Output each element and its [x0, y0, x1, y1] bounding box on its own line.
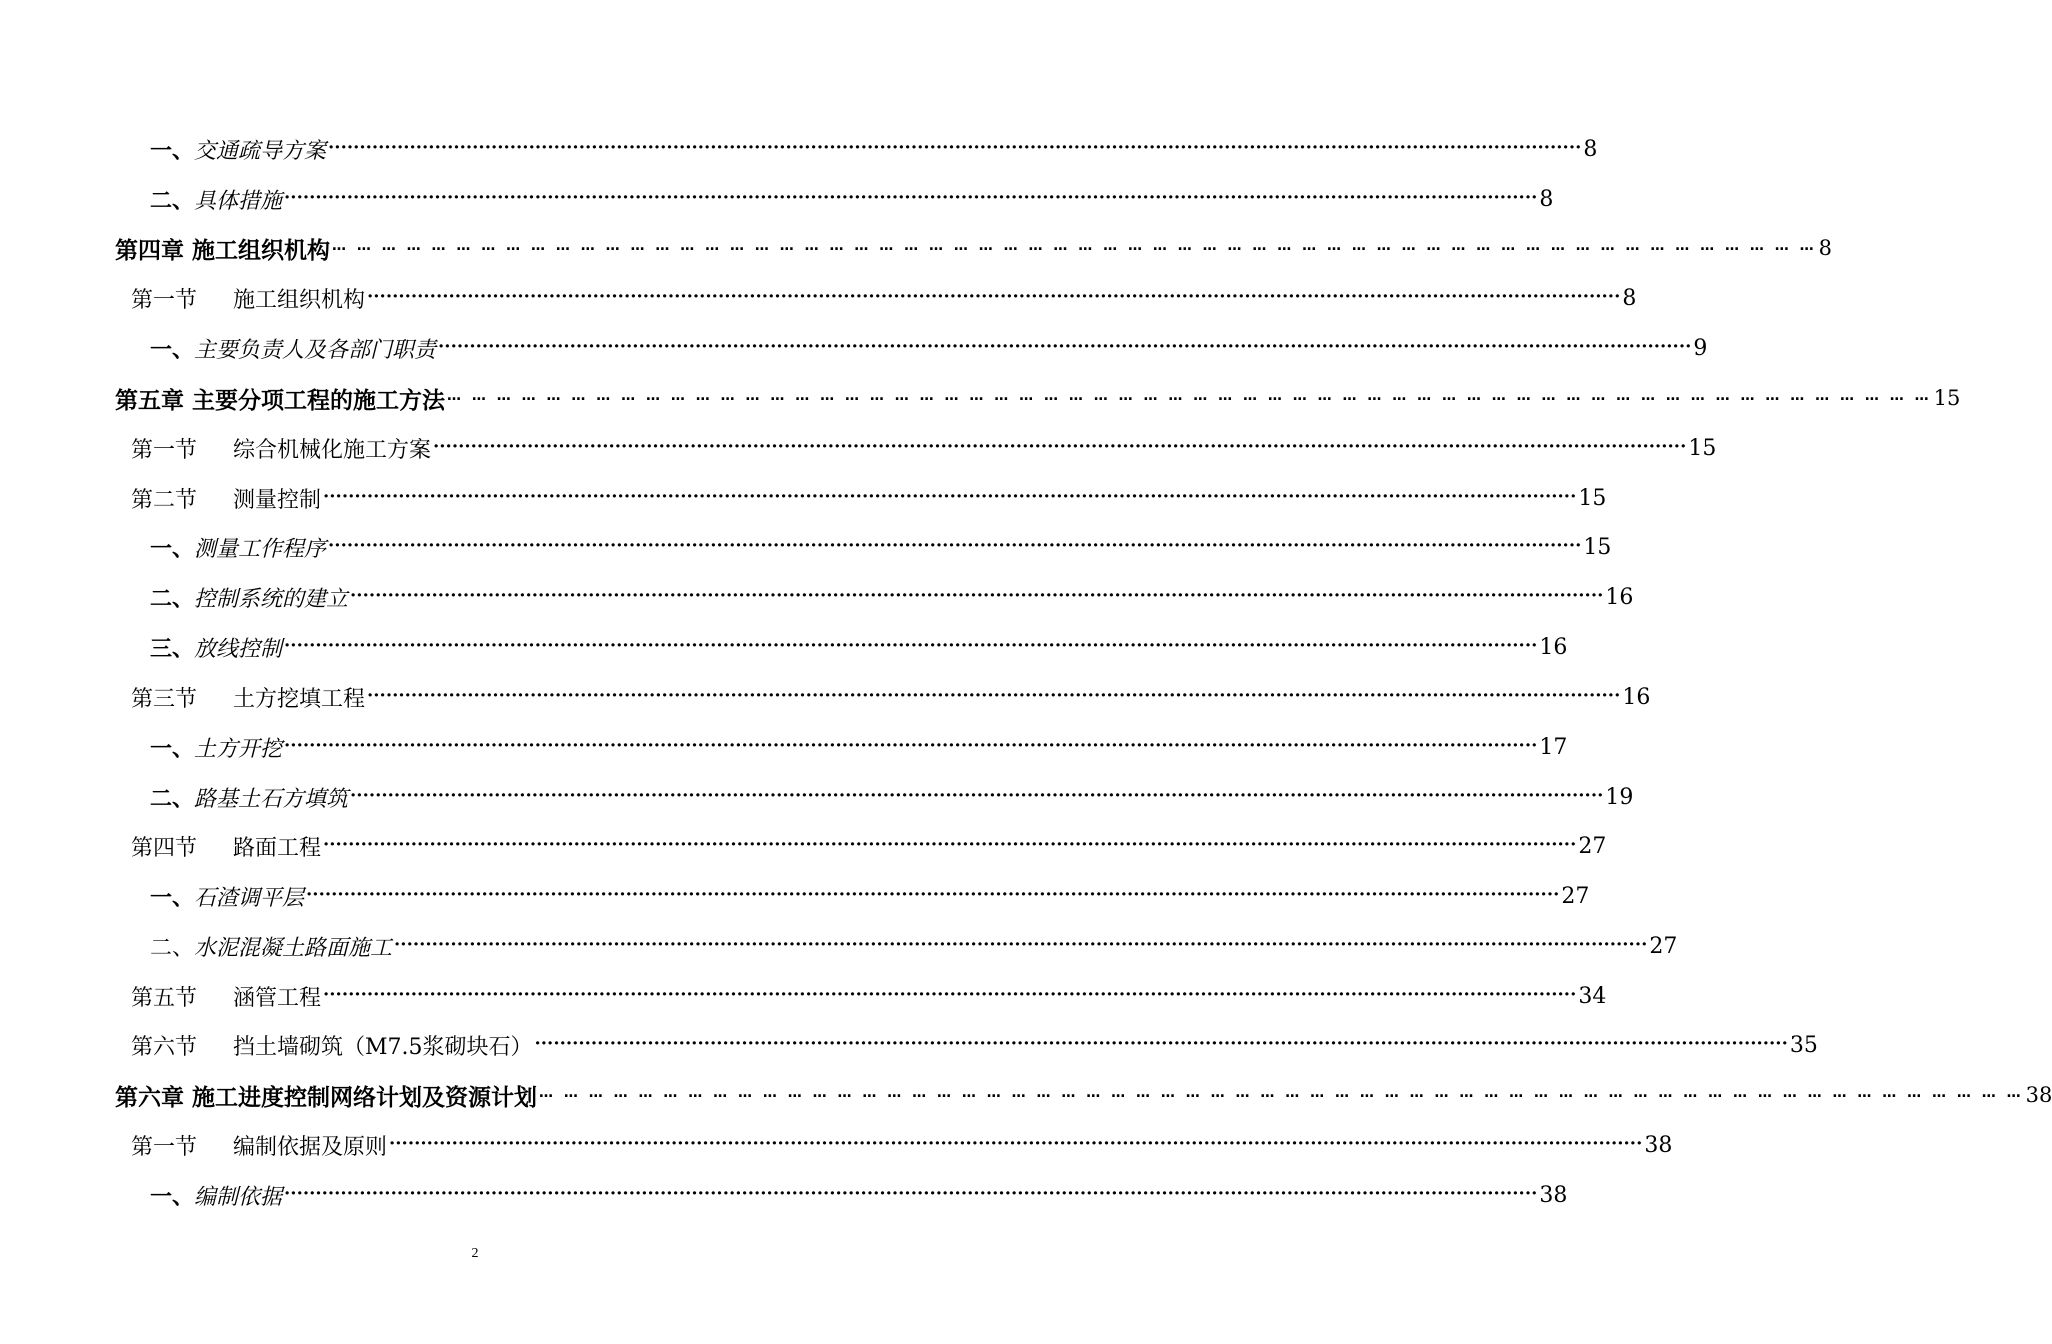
toc-entry-title [150, 532, 326, 563]
dot-leader: ········································································································································································································ [323, 983, 1577, 1005]
item-title: 土方开挖 [194, 736, 283, 762]
item-marker: 一、 [150, 536, 195, 562]
dot-leader: ········································································································································································································ [284, 634, 1538, 656]
toc-section[interactable] [131, 677, 1651, 717]
toc-entry-title [115, 232, 330, 265]
toc-entry-title [131, 981, 321, 1012]
toc-entry-title [150, 184, 282, 215]
dot-leader: … … … … … … … … … … … … … … … … … … … … … … … … … … … … … … … … … … … … … … … … … … … … … … … … … … … … … … … … … … … … [447, 388, 1932, 404]
section-title: 挡土墙砌筑（M7.5浆砌块石） [233, 1034, 533, 1060]
dot-leader: ········································································································································································································ [394, 933, 1648, 955]
item-title: 测量工作程序 [194, 536, 327, 562]
section-title: 涵管工程 [233, 985, 322, 1011]
toc-item[interactable] [150, 926, 1678, 966]
item-title: 路基土石方填筑 [194, 786, 349, 812]
toc-entry-title [131, 433, 431, 464]
toc-page-number: 34 [1578, 983, 1607, 1009]
toc-page-number: 15 [1578, 485, 1607, 511]
section-number: 第五节 [131, 985, 198, 1011]
toc-entry-title [150, 582, 348, 613]
toc-page-number: 15 [1688, 435, 1717, 461]
toc-entry-title [150, 1180, 282, 1211]
toc-item[interactable] [150, 627, 1568, 667]
dot-leader: … … … … … … … … … … … … … … … … … … … … … … … … … … … … … … … … … … … … … … … … … … … … … … … … … … … … … … … … … … … … [332, 238, 1817, 254]
item-title: 交通疏导方案 [194, 138, 327, 164]
item-title: 主要负责人及各部门职责 [194, 337, 437, 363]
toc-section[interactable] [131, 1025, 1818, 1065]
toc-entry-title [150, 782, 348, 813]
dot-leader: ········································································································································································································ [534, 1032, 1788, 1054]
toc-chapter[interactable] [115, 228, 1832, 268]
toc-page-number: 15 [1583, 534, 1612, 560]
dot-leader: ········································································································································································································ [328, 136, 1582, 158]
dot-leader: ········································································································································································································ [350, 784, 1604, 806]
item-title: 石渣调平层 [194, 885, 305, 911]
section-title: 编制依据及原则 [233, 1134, 388, 1160]
toc-entry-title [131, 283, 365, 314]
item-marker: 一、 [150, 736, 195, 762]
toc-page-number: 19 [1605, 784, 1634, 810]
page-number: 2 [471, 1246, 479, 1261]
toc-section[interactable] [131, 428, 1717, 468]
dot-leader: ········································································································································································································ [284, 186, 1538, 208]
dot-leader: ········································································································································································································ [438, 335, 1692, 357]
toc-page-number: 8 [1818, 236, 1832, 260]
section-number: 第一节 [131, 437, 198, 463]
dot-leader: ········································································································································································································ [306, 883, 1560, 905]
item-title: 编制依据 [194, 1184, 283, 1210]
toc-chapter[interactable] [115, 1075, 2052, 1115]
item-marker: 一、 [150, 1184, 195, 1210]
dot-leader: … … … … … … … … … … … … … … … … … … … … … … … … … … … … … … … … … … … … … … … … … … … … … … … … … … … … … … … … … … … … [539, 1085, 2024, 1101]
toc-page-number: 16 [1605, 584, 1634, 610]
toc-item[interactable] [150, 876, 1590, 916]
toc-item[interactable] [150, 727, 1568, 767]
toc-item[interactable] [150, 129, 1598, 169]
item-title: 控制系统的建立 [194, 586, 349, 612]
chapter-title: 第六章 施工进度控制网络计划及资源计划 [115, 1084, 538, 1111]
toc-entry-title [131, 831, 321, 862]
item-title: 水泥混凝土路面施工 [194, 935, 393, 961]
section-number: 第四节 [131, 835, 198, 861]
toc-page-number: 17 [1539, 734, 1568, 760]
toc-section[interactable] [131, 976, 1607, 1016]
toc-entry-title [115, 382, 445, 415]
toc-page-number: 8 [1583, 136, 1598, 162]
toc-entry-title [131, 483, 321, 514]
toc-section[interactable] [131, 478, 1607, 518]
section-title: 施工组织机构 [233, 287, 366, 313]
chapter-title: 第四章 施工组织机构 [115, 237, 331, 264]
section-number: 第一节 [131, 287, 198, 313]
toc-entry-title [150, 931, 392, 962]
item-marker: 三、 [150, 636, 195, 662]
dot-leader: ········································································································································································································ [433, 435, 1687, 457]
toc-entry-title [150, 333, 436, 364]
toc-entry-title [131, 1030, 533, 1061]
item-marker: 二、 [150, 586, 195, 612]
toc-entry-title [131, 682, 365, 713]
toc-item[interactable] [150, 328, 1708, 368]
section-number: 第二节 [131, 487, 198, 513]
item-marker: 一、 [150, 138, 195, 164]
dot-leader: ········································································································································································································ [367, 684, 1621, 706]
section-number: 第六节 [131, 1034, 198, 1060]
toc-entry-title [131, 1130, 387, 1161]
toc-entry-title [150, 632, 282, 663]
toc-entry-title [150, 881, 304, 912]
dot-leader: ········································································································································································································ [323, 485, 1577, 507]
toc-page-number: 8 [1622, 285, 1637, 311]
dot-leader: ········································································································································································································ [284, 1182, 1538, 1204]
toc-item[interactable] [150, 527, 1612, 567]
toc-page-number: 27 [1561, 883, 1590, 909]
toc-item[interactable] [150, 777, 1634, 817]
item-marker: 一、 [150, 337, 195, 363]
toc-section[interactable] [131, 1125, 1673, 1165]
section-title: 土方挖填工程 [233, 686, 366, 712]
toc-chapter[interactable] [115, 378, 1961, 418]
toc-page-number: 27 [1649, 933, 1678, 959]
item-title: 具体措施 [194, 188, 283, 214]
section-number: 第一节 [131, 1134, 198, 1160]
item-marker: 一、 [150, 885, 195, 911]
toc-page-number: 27 [1578, 833, 1607, 859]
toc-section[interactable] [131, 826, 1607, 866]
toc-page-number: 16 [1622, 684, 1651, 710]
item-marker: 二、 [150, 786, 195, 812]
dot-leader: ········································································································································································································ [323, 833, 1577, 855]
toc-section[interactable] [131, 278, 1637, 318]
item-title: 放线控制 [194, 636, 283, 662]
toc-page-number: 9 [1693, 335, 1708, 361]
dot-leader: ········································································································································································································ [328, 534, 1582, 556]
chapter-title: 第五章 主要分项工程的施工方法 [115, 387, 446, 414]
toc-entry-title [150, 732, 282, 763]
section-title: 测量控制 [233, 487, 322, 513]
dot-leader: ········································································································································································································ [389, 1132, 1643, 1154]
toc-entry-title [150, 134, 326, 165]
item-marker: 二、 [150, 188, 195, 214]
toc-page-number: 16 [1539, 634, 1568, 660]
toc-item[interactable] [150, 1175, 1568, 1215]
toc-entry-title [115, 1079, 537, 1112]
dot-leader: ········································································································································································································ [367, 285, 1621, 307]
toc-page-number: 35 [1789, 1032, 1818, 1058]
toc-page-number: 38 [1644, 1132, 1673, 1158]
dot-leader: ········································································································································································································ [350, 584, 1604, 606]
toc-page-number: 15 [1933, 386, 1961, 410]
section-title: 路面工程 [233, 835, 322, 861]
toc-item[interactable] [150, 179, 1554, 219]
section-title: 综合机械化施工方案 [233, 437, 432, 463]
toc-item[interactable] [150, 577, 1634, 617]
item-marker: 二、 [150, 935, 195, 961]
toc-page-number: 8 [1539, 186, 1554, 212]
dot-leader: ········································································································································································································ [284, 734, 1538, 756]
toc-page-number: 38 [2025, 1083, 2052, 1107]
toc-page-number: 38 [1539, 1182, 1568, 1208]
section-number: 第三节 [131, 686, 198, 712]
